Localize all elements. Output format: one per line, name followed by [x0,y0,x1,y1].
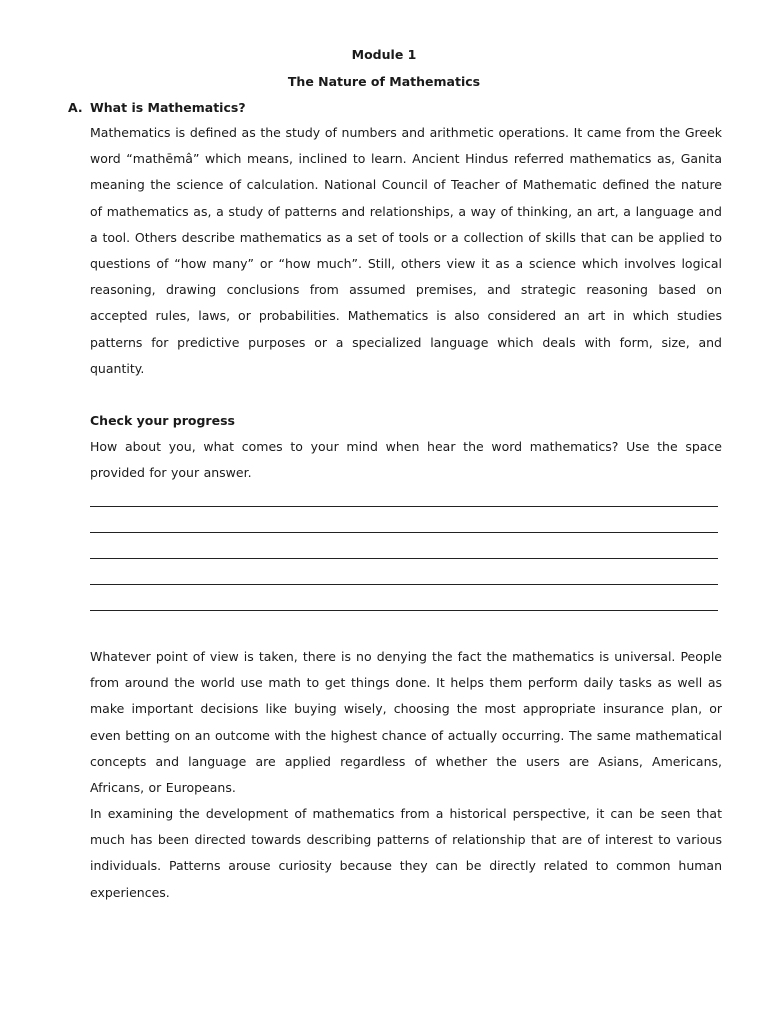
section-a-heading [68,100,246,115]
answer-line [90,507,718,533]
answer-line [90,559,718,585]
section-heading-text: What is Mathematics? [90,100,246,115]
answer-line [90,585,718,611]
universal-paragraph: Whatever point of view is taken, there is no denying the fact the mathematics is universal. People from around the world use math to get things done. It helps them perform daily tasks as well as make important decisions like buying wisely, choosing the most appropriate insurance plan, or even betting on an outcome with the highest chance of actually occurring. The same mathematical concepts and language are applied regardless of whether the users are Asians, Americans, Africans, or Europeans. [90,649,722,796]
check-progress-title: Check your progress [90,413,235,428]
module-label: Module 1 [351,47,417,62]
answer-space [90,502,718,611]
module-title: The Nature of Mathematics [287,74,481,89]
historical-paragraph: In examining the development of mathematics from a historical perspective, it can be seen that much has been directed towards describing patterns of relationship that are of interest to various individuals. Patterns arouse curiosity because they can be directly related to common human experiences. [90,806,722,900]
section-letter: A. [68,100,83,115]
check-progress-prompt: How about you, what comes to your mind when hear the word mathematics? Use the space provided for your answer. [90,439,722,481]
definition-paragraph: Mathematics is defined as the study of numbers and arithmetic operations. It came from the Greek word “mathēmâ” which means, inclined to learn. Ancient Hindus referred mathematics as, Ganita meaning the science of calculation. National Council of Teacher of Mathematic defined the nature of mathematics as, a study of patterns and relationships, a way of thinking, an art, a language and a tool. Others describe mathematics as a set of tools or a collection of skills that can be applied to questions of “how many” or “how much”. Still, others view it as a science which involves logical reasoning, drawing conclusions from assumed premises, and strategic reasoning based on accepted rules, laws, or probabilities. Mathematics is also considered an art in which studies patterns for predictive purposes or a specialized language which deals with form, size, and quantity. [90,125,722,376]
answer-line [90,533,718,559]
